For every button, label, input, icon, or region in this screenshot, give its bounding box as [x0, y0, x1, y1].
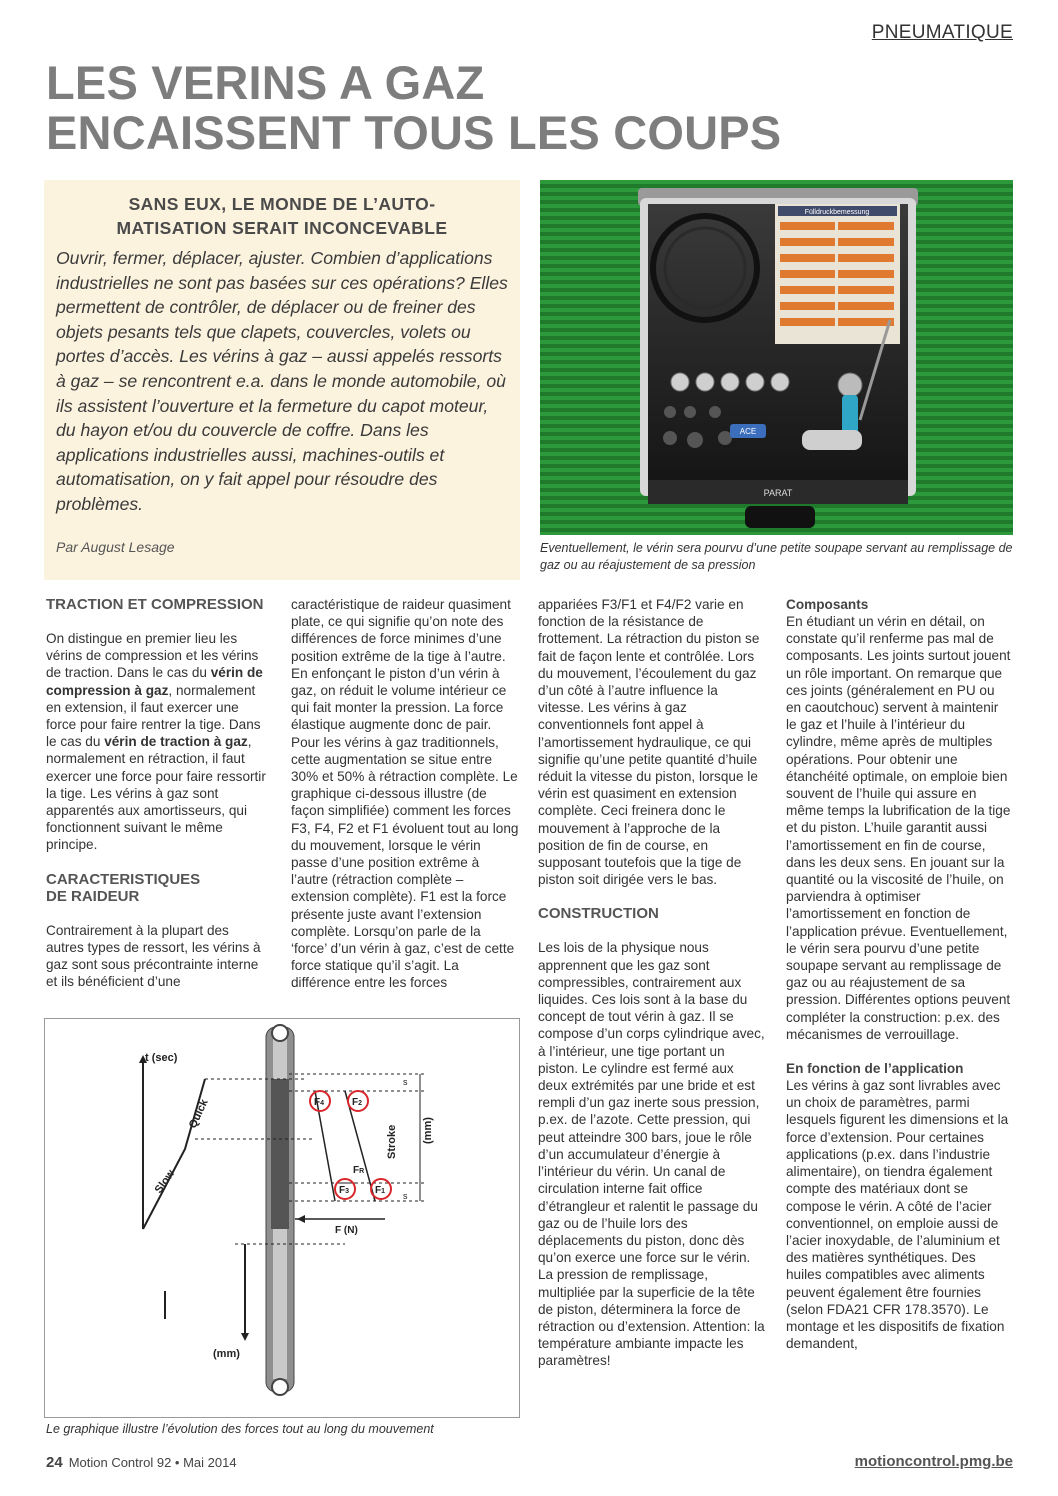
column-1: [46, 596, 268, 990]
intro-box: [44, 180, 520, 580]
column-3: [538, 596, 766, 1370]
intro-heading: [56, 192, 508, 240]
svg-text:Quick: Quick: [186, 1097, 211, 1131]
svg-text:ACE: ACE: [739, 427, 757, 436]
paragraph-construction: Les lois de la physique nous apprennent que les gaz sont compressibles, contrairement aux liquides. Ces lois sont à la base du concept de tout vérin à gaz. Il se compose d’un corps cylindrique avec, à l’intérieur, une tige portant un piston. Le cylindre est fermé aux deux extrémités par une bride et est rempli d’un gaz inerte sous pression, p.ex. de l’azote. Cette pression, qui peut atteindre 300 bars, joue le rôle d’un accumulateur d’énergie à l’intérieur du vérin. Un canal de circulation interne fait office d’étrangleur et ralentit le passage du gaz ou de l’huile lors des déplacements du piston, donc dès qu’on exerce une force sur le vérin. La pression de remplissage, multipliée par la superficie de la tête de piston, déterminera la force de rétraction ou d’extension. Attention: la température ambiante impacte les paramètres!: [538, 940, 765, 1369]
svg-text:Stroke: Stroke: [386, 1124, 398, 1159]
paragraph-raideur-cont: caractéristique de raideur quasiment plate, ce qui signifie qu’on note des différences de force minimes d’une position extrême de la tige à l’autre. En enfonçant le piston d’un vérin à gaz, on réduit le volume intérieur ce qui fait monter la pression. La force élastique augmente donc de pair. Pour les vérins à gaz traditionnels, cette augmentation se situe entre 30% et 50% à rétraction complète. Le graphique ci-dessous illustre (de façon simplifiée) comment les forces F3, F4, F2 et F1 évoluent tout au long du mouvement, lorsque le vérin passe d’une position extrême à l’autre (rétraction complète – extension complète). F1 est la force présente juste avant l’extension complète. Lorsqu’on parle de la ‘force’ d’un vérin à gaz, c’est de cette force statique qu’il s’agit. La différence entre les forces: [291, 597, 519, 991]
heading-raideur: CARACTERISTIQUES DE RAIDEUR: [46, 870, 201, 905]
paragraph-raideur: Contrairement à la plupart des autres types de ressort, les vérins à gaz sont sous précontrainte interne et ils bénéficient d’une: [46, 922, 261, 990]
heading-application: En fonction de l’application: [786, 1061, 964, 1077]
gas-spring-kit-photo: [540, 180, 1013, 535]
svg-text:PARAT: PARAT: [763, 488, 793, 498]
svg-text:s: s: [403, 1077, 408, 1087]
force-diagram-svg: [45, 1019, 519, 1417]
website-link[interactable]: motioncontrol.pmg.be: [854, 1453, 1013, 1470]
column-2: [291, 596, 519, 992]
article-title: [46, 58, 1026, 158]
svg-text:Slow: Slow: [152, 1167, 178, 1196]
svg-text:F (N): F (N): [335, 1225, 358, 1236]
footer-left: [46, 1454, 237, 1471]
heading-traction: TRACTION ET COMPRESSION: [46, 596, 264, 613]
issue-info: Motion Control 92 • Mai 2014: [68, 1455, 237, 1470]
heading-construction: CONSTRUCTION: [538, 905, 659, 923]
byline: Par August Lesage: [56, 538, 175, 555]
diagram-caption: Le graphique illustre l’évolution des forces tout au long du mouvement: [46, 1422, 434, 1436]
svg-text:s: s: [403, 1191, 408, 1201]
page-number: 24: [46, 1454, 63, 1471]
svg-text:F4: F4: [314, 1097, 325, 1108]
intro-text: Ouvrir, fermer, déplacer, ajuster. Combien d’applications industrielles ne sont pas basées sur ces opérations? Elles permettent de contrôler, de déplacer ou de freiner des objets pesants tels que clapets, couvercles, volets ou portes d’accès. Les vérins à gaz – aussi appelés ressorts à gaz – se rencontrent e.a. dans le monde automobile, où ils assistent l’ouverture et la fermeture du capot moteur, du hayon et/ou du couvercle de coffre. Dans les applications industrielles aussi, machines-outils et automatisation, on y fait appel pour résoudre des problèmes.: [56, 248, 508, 514]
column-4: [786, 596, 1012, 1352]
svg-text:F2: F2: [352, 1097, 363, 1108]
svg-text:(mm): (mm): [422, 1117, 434, 1144]
svg-text:F3: F3: [339, 1185, 350, 1196]
intro-heading-line-1: SANS EUX, LE MONDE DE L’AUTO-: [128, 194, 436, 214]
paragraph-application: Les vérins à gaz sont livrables avec un choix de paramètres, parmi lesquels figurent les dimensions et la force d’extension. Pour certaines applications (p.ex. dans l’industrie alimentaire), on tiendra également compte des matériaux dont se compose le vérin. A côté de l’acier conventionnel, on emploie aussi de l’acier inoxydable, de l’aluminium et des matières synthétiques. Des huiles compatibles avec aliments peuvent également être fournies (selon FDA21 CFR 178.3570). Le montage et les dispositifs de fixation demandent,: [786, 1078, 1009, 1352]
photo-caption: Eventuellement, le vérin sera pourvu d’une petite soupape servant au remplissage de gaz ou au réajustement de sa pression: [540, 541, 1013, 572]
force-diagram: [44, 1018, 520, 1418]
title-line-1: LES VERINS A GAZ: [46, 56, 485, 109]
product-photo: [540, 180, 1013, 535]
intro-heading-line-2: MATISATION SERAIT INCONCEVABLE: [116, 218, 448, 238]
svg-text:(mm): (mm): [213, 1348, 240, 1360]
paragraph-composants: En étudiant un vérin en détail, on constate qu’il renferme pas mal de composants. Les joints surtout jouent un rôle important. On remarque que ces joints (généralement en PU ou en caoutchouc) servent à maintenir le gaz et l’huile à l’intérieur du cylindre, même après de multiples opérations. Pour obtenir une étanchéité optimale, on emploie bien souvent de l’huile qui assure en même temps la lubrification de la tige et du piston. L’huile garantit aussi l’amortissement en fin de course, dans les deux sens. En jouant sur la quantité ou la viscosité de l’huile, on parviendra à optimiser l’amortissement en fonction de l’application prévue. Eventuellement, le vérin sera pourvu d’une petite soupape servant au remplissage de gaz ou au réajustement de sa pression. Différentes options peuvent compléter la construction: p.ex. des mécanismes de verrouillage.: [786, 614, 1011, 1042]
section-tag: PNEUMATIQUE: [871, 22, 1013, 43]
title-line-2: ENCAISSENT TOUS LES COUPS: [46, 106, 782, 159]
heading-composants: Composants: [786, 597, 869, 612]
svg-text:FR: FR: [353, 1165, 365, 1176]
svg-text:F1: F1: [375, 1185, 386, 1196]
paragraph-traction: On distingue en premier lieu les vérins de compression et les vérins de traction. Dans le cas du vérin de compression à gaz, normalement en extension, il faut exercer une force pour faire rentrer la tige. Dans le cas du vérin de traction à gaz, normalement en rétraction, il faut exercer une force pour faire ressortir la tige. Les vérins à gaz sont apparentés aux amortisseurs, qui fonctionnent suivant le même principe.: [46, 631, 266, 853]
svg-text:Fülldruckbemessung: Fülldruckbemessung: [804, 209, 870, 216]
svg-text:t (sec): t (sec): [145, 1052, 178, 1064]
paragraph-frottement: appariées F3/F1 et F4/F2 varie en fonction de la résistance de frottement. La rétraction du piston se fait de façon lente et contrôlée. Lors du mouvement, l’écoulement du gaz d’un côté à l’autre influence la vitesse. Les vérins à gaz conventionnels font appel à l’amortissement hydraulique, ce qui signifie qu’une petite quantité d’huile réduit la vitesse du piston, lorsque le vérin est quasiment en extension complète. Ceci freinera donc le mouvement à l’approche de la position de fin de course, en supposant toutefois que la tige de piston soit dirigée vers le bas.: [538, 597, 760, 888]
